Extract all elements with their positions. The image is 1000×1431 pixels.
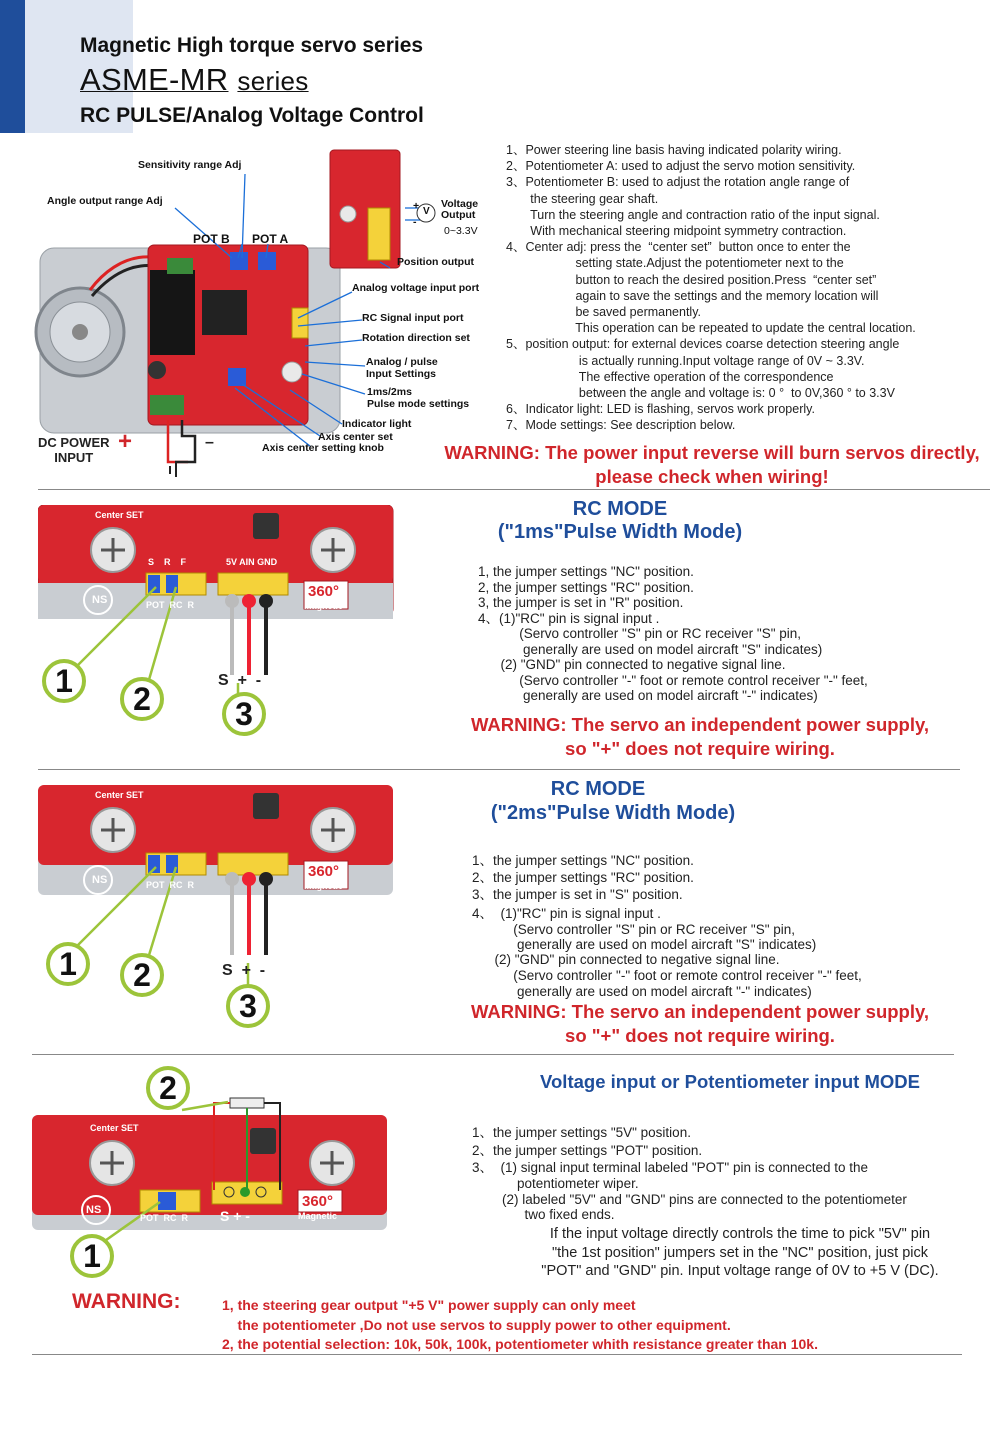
instruction-line: 2、the jumper settings "RC" position. xyxy=(472,870,694,885)
badge-2: 2 xyxy=(120,677,164,721)
feature-line: 1、Power steering line basis having indicated polarity wiring. xyxy=(506,143,842,157)
header-title: Magnetic High torque servo series xyxy=(80,34,424,57)
feature-line: Turn the steering angle and contraction ratio of the input signal. xyxy=(506,207,880,222)
ns-label: NS xyxy=(92,594,108,606)
warning-line: so "+" does not require wiring. xyxy=(565,1025,835,1046)
mode1-board-diagram xyxy=(38,505,398,725)
feature-line: is actually running.Input voltage range of 0V ~ 3.3V. xyxy=(506,353,865,368)
label-voltage-range: 0~3.3V xyxy=(444,225,478,237)
label-v-plus: + xyxy=(413,200,420,212)
instruction-line: generally are used on model aircraft "S" indicates) xyxy=(472,937,817,952)
magnetic-label: Magnetic xyxy=(304,601,344,611)
warning-line: the potentiometer ,Do not use servos to supply power to other equipment. xyxy=(222,1316,731,1333)
center-set-label: Center SET xyxy=(95,790,144,800)
feature-line: With mechanical steering midpoint symmetry contraction. xyxy=(506,224,847,239)
label-pot-b: POT B xyxy=(193,232,230,246)
instruction-line: generally are used on model aircraft "-" indicates) xyxy=(472,984,812,999)
label-dc-plus: + xyxy=(118,428,133,455)
pins-left-label: S R F xyxy=(148,557,187,567)
warning-line: 2, the potential selection: 10k, 50k, 100k, potentiometer whith resistance greater than 10k. xyxy=(222,1336,818,1352)
pins-top-label: 5V AIN GND xyxy=(226,557,278,567)
instruction-line: (2) "GND" pin connected to negative signal line. xyxy=(472,952,780,967)
mode2-subtitle: ("2ms"Pulse Width Mode) xyxy=(490,802,736,824)
mode2-board-diagram xyxy=(38,785,398,1005)
mode2-title: RC MODE xyxy=(550,778,646,800)
instruction-line: 2、the jumper settings "POT" position. xyxy=(472,1142,703,1158)
wire-label: S + - xyxy=(222,962,266,979)
warning-line: WARNING: The servo an independent power supply, xyxy=(470,1001,930,1022)
header-accent-bar xyxy=(0,0,25,133)
mode3-instructions xyxy=(472,1124,992,1222)
header-subtitle: RC PULSE/Analog Voltage Control xyxy=(80,104,424,127)
feature-line: again to save the settings and the memory location will xyxy=(506,288,879,303)
label-rotation-direction: Rotation direction set xyxy=(362,332,470,344)
label-analog-input-port: Analog voltage input port xyxy=(352,282,480,294)
feature-list xyxy=(506,142,996,434)
instruction-line: 1、the jumper settings "5V" position. xyxy=(472,1125,691,1140)
instruction-line: (Servo controller "S" pin or RC receiver "S" pin, xyxy=(478,626,802,641)
deg-label: 360° xyxy=(308,863,340,880)
series-suffix: series xyxy=(237,66,309,96)
instruction-line: generally are used on model aircraft "S" indicates) xyxy=(478,641,823,657)
instruction-line: 4、 (1)"RC" pin is signal input . xyxy=(472,906,661,921)
badge-2: 2 xyxy=(146,1066,190,1110)
feature-line: be saved permanently. xyxy=(506,305,701,320)
label-dc-power: DC POWER INPUT xyxy=(38,435,110,465)
pins-bottom-label: POT RC R xyxy=(140,1213,189,1223)
badge-1: 1 xyxy=(42,659,86,703)
divider xyxy=(38,489,990,490)
instruction-line: 1、the jumper settings "NC" position. xyxy=(472,853,694,868)
mode1-title: RC MODE xyxy=(572,498,668,520)
warning-line: 1, the steering gear output "+5 V" power supply can only meet xyxy=(222,1297,636,1313)
deg-label: 360° xyxy=(302,1193,334,1210)
feature-line: The effective operation of the correspondence xyxy=(506,369,834,384)
badge-3: 3 xyxy=(222,692,266,736)
label-pot-a: POT A xyxy=(252,232,289,246)
instruction-line: 1, the jumper settings "NC" position. xyxy=(478,564,694,579)
instruction-line: 3、 (1) signal input terminal labeled "POT" pin is connected to the xyxy=(472,1160,869,1175)
label-sensitivity: Sensitivity range Adj xyxy=(138,159,242,171)
label-position-output: Position output xyxy=(397,256,474,268)
mode3-note xyxy=(490,1225,990,1281)
instruction-line: (Servo controller "-" foot or remote control receiver "-" feet, xyxy=(478,672,868,688)
label-angle-output: Angle output range Adj xyxy=(47,195,163,207)
warning-line: WARNING: The servo an independent power supply, xyxy=(470,714,930,735)
label-axis-knob: Axis center setting knob xyxy=(262,442,384,454)
feature-line: 7、Mode settings: See description below. xyxy=(506,418,736,433)
label-dc-minus: – xyxy=(205,434,214,451)
divider xyxy=(38,769,960,770)
feature-line: the steering gear shaft. xyxy=(506,191,659,206)
feature-line: 4、Center adj: press the “center set” button once to enter the xyxy=(506,240,851,255)
voltmeter-symbol: V xyxy=(423,206,430,217)
feature-line: 5、position output: for external devices coarse detection steering angle xyxy=(506,337,900,352)
mode3-title: Voltage input or Potentiometer input MODE xyxy=(540,1071,920,1092)
pins-bottom-label: POT RC R xyxy=(146,600,195,610)
label-rc-signal-port: RC Signal input port xyxy=(362,312,464,324)
deg-label: 360° xyxy=(308,583,340,600)
warning-line: please check when wiring! xyxy=(595,466,829,487)
mode2-instructions xyxy=(472,852,992,999)
feature-line: 3、Potentiometer B: used to adjust the rotation angle range of xyxy=(506,175,850,190)
note-line: "the 1st position" jumpers set in the "NC" position, just pick xyxy=(551,1244,928,1261)
header-series xyxy=(80,62,309,98)
mode3-warning-list xyxy=(222,1296,982,1355)
magnetic-label: Magnetic xyxy=(304,881,344,891)
badge-1: 1 xyxy=(46,942,90,986)
instruction-line: (2) labeled "5V" and "GND" pins are connected to the potentiometer xyxy=(472,1191,907,1207)
feature-line: between the angle and voltage is: 0 ° to 0V,360 ° to 3.3V xyxy=(506,386,895,401)
feature-line: setting state.Adjust the potentiometer next to the xyxy=(506,256,844,271)
ns-label: NS xyxy=(86,1204,102,1216)
heatsink xyxy=(150,270,195,355)
badge-1: 1 xyxy=(70,1234,114,1278)
mode1-warning xyxy=(440,713,960,761)
magnetic-label: Magnetic xyxy=(298,1211,338,1221)
mode1-instructions xyxy=(478,564,998,704)
mode1-subtitle: ("1ms"Pulse Width Mode) xyxy=(497,521,743,543)
pcb-board xyxy=(148,245,308,425)
center-set-label: Center SET xyxy=(95,510,144,520)
note-line: "POT" and "GND" pin. Input voltage range of 0V to +5 V (DC). xyxy=(541,1263,939,1279)
mode3-warning-label: WARNING: xyxy=(72,1290,181,1313)
center-set-label: Center SET xyxy=(90,1123,139,1133)
instruction-line: 2, the jumper settings "RC" position. xyxy=(478,579,694,595)
note-line: If the input voltage directly controls the time to pick "5V" pin xyxy=(549,1226,931,1242)
warning-line: WARNING: The power input reverse will burn servos directly, xyxy=(444,442,980,463)
feature-line: 2、Potentiometer A: used to adjust the servo motion sensitivity. xyxy=(506,159,856,174)
instruction-line: generally are used on model aircraft "-" indicates) xyxy=(478,688,818,703)
badge-2: 2 xyxy=(120,953,164,997)
pins-bottom-label: POT RC R xyxy=(146,880,195,890)
feature-line: This operation can be repeated to update the central location. xyxy=(506,321,916,336)
feature-line: button to reach the desired position.Press “center set” xyxy=(506,272,877,287)
instruction-line: (Servo controller "S" pin or RC receiver "S" pin, xyxy=(472,922,796,937)
label-mode-settings: 1ms/2ms Pulse mode settings xyxy=(367,386,470,410)
label-analog-pulse: Analog / pulse Input Settings xyxy=(366,356,438,380)
divider xyxy=(32,1354,962,1355)
label-v-minus: - xyxy=(413,216,417,228)
instruction-line: (2) "GND" pin connected to negative signal line. xyxy=(478,657,786,672)
mode2-warning xyxy=(440,1000,960,1048)
label-indicator-light: Indicator light xyxy=(342,418,412,430)
warning-top xyxy=(424,441,1000,489)
ns-label: NS xyxy=(92,874,108,886)
series-name: ASME-MR xyxy=(80,62,229,97)
mini-board xyxy=(330,150,400,268)
instruction-line: (Servo controller "-" foot or remote control receiver "-" feet, xyxy=(472,968,862,983)
instruction-line: 3、the jumper is set in "S" position. xyxy=(472,887,683,902)
divider xyxy=(32,1054,954,1055)
overview-diagram xyxy=(30,140,500,480)
badge-3: 3 xyxy=(226,984,270,1028)
instruction-line: potentiometer wiper. xyxy=(472,1175,639,1191)
warning-line: so "+" does not require wiring. xyxy=(565,738,835,759)
instruction-line: 4、(1)"RC" pin is signal input . xyxy=(478,610,660,626)
instruction-line: two fixed ends. xyxy=(472,1207,615,1222)
label-voltage-output: Voltage Output xyxy=(441,198,479,221)
wire-label: S + - xyxy=(218,672,262,689)
feature-line: 6、Indicator light: LED is flashing, servos work properly. xyxy=(506,402,815,417)
label-axis-center: Axis center set xyxy=(318,431,393,443)
instruction-line: 3, the jumper is set in "R" position. xyxy=(478,595,684,610)
spm-label: S + - xyxy=(220,1208,250,1224)
